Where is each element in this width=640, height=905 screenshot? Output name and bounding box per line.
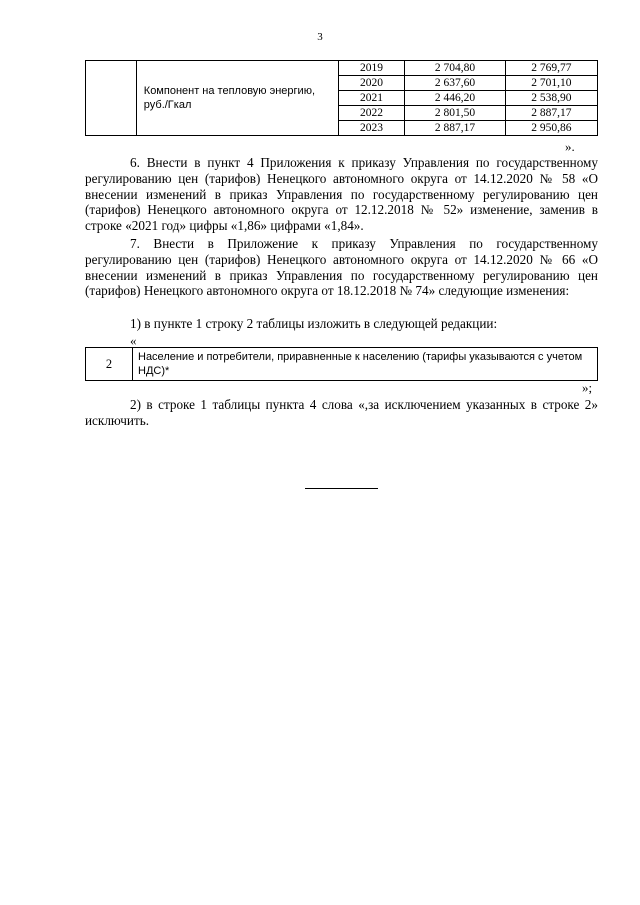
value-cell-1: 2 446,20 [405, 91, 506, 106]
table-row [86, 348, 598, 381]
year-cell: 2022 [338, 106, 404, 121]
value-cell-2: 2 769,77 [505, 61, 597, 76]
paragraph-7-item-2: 2) в строке 1 таблицы пункта 4 слова «,за исключением указанных в строке 2» исключить. [85, 397, 598, 428]
year-cell: 2019 [338, 61, 404, 76]
empty-cell [86, 61, 137, 136]
paragraph-7: 7. Внести в Приложение к приказу Управления по государственному регулированию цен (тарифов) Ненецкого автономного округа от 14.12.2020 № 66 «О внесении изменений в приказ Управления по государственному регулированию цен (тарифов) Ненецкого автономного округа от 18.12.2018 № 74» следующие изменения: [85, 236, 598, 299]
closing-quote-semicolon: »; [582, 380, 593, 395]
year-cell: 2020 [338, 76, 404, 91]
page-number: 3 [317, 31, 323, 43]
value-cell-1: 2 801,50 [405, 106, 506, 121]
value-cell-2: 2 538,90 [505, 91, 597, 106]
value-cell-1: 2 637,60 [405, 76, 506, 91]
paragraph-6: 6. Внести в пункт 4 Приложения к приказу Управления по государственному регулированию цен (тарифов) Ненецкого автономного округа от 14.12.2020 № 58 «О внесении изменений в приказ Управления по государственному регулированию цен (тарифов) Ненецкого автономного округа от 12.12.2018 № 52» изменение, заменив в строке «2021 год» цифры «1,86» цифрами «1,84». [85, 155, 598, 234]
tariff-table [85, 60, 598, 136]
value-cell-2: 2 887,17 [505, 106, 597, 121]
opening-quote: « [130, 333, 137, 348]
year-cell: 2023 [338, 121, 404, 136]
value-cell-1: 2 704,80 [405, 61, 506, 76]
row-text: Население и потребители, приравненные к населению (тарифы указываются с учетом НДС)* [133, 348, 598, 381]
paragraph-7-item-1: 1) в пункте 1 строку 2 таблицы изложить в следующей редакции: [130, 316, 498, 331]
separator-line [305, 488, 378, 489]
value-cell-2: 2 950,86 [505, 121, 597, 136]
value-cell-1: 2 887,17 [405, 121, 506, 136]
population-table [85, 347, 598, 381]
row-number: 2 [86, 348, 133, 381]
component-label: Компонент на тепловую энергию, руб./Гкал [136, 61, 338, 136]
year-cell: 2021 [338, 91, 404, 106]
value-cell-2: 2 701,10 [505, 76, 597, 91]
closing-quote: ». [565, 139, 575, 154]
table-row [86, 61, 598, 76]
